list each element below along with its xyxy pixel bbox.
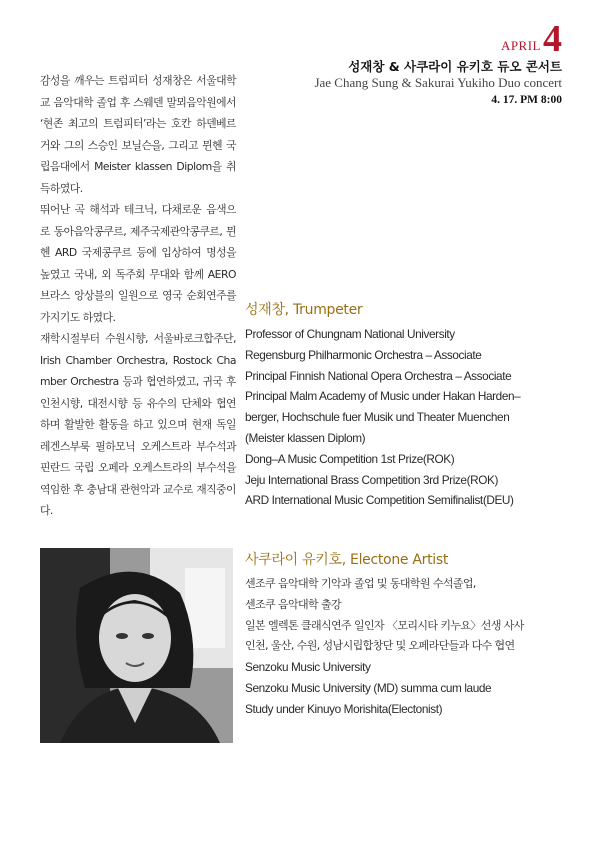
- bio-line: Dong–A Music Competition 1st Prize(ROK): [245, 451, 455, 466]
- bio-line: ARD International Music Competition Semifinalist(DEU): [245, 493, 514, 508]
- bio-line: Jeju International Brass Competition 3rd Prize(ROK): [245, 472, 499, 487]
- artist-portrait-photo: [40, 548, 233, 743]
- bio-line: Study under Kinuyo Morishita(Electonist): [245, 701, 443, 716]
- concert-datetime: 4. 17. PM 8:00: [491, 94, 562, 106]
- bio-line: Professor of Chungnam National University: [245, 327, 455, 341]
- day-number: 4: [543, 18, 562, 60]
- concert-header: [314, 20, 562, 109]
- bio-line: Principal Finnish National Opera Orchestra – Associate: [245, 368, 512, 383]
- date-badge: [314, 20, 562, 58]
- intro-text: [40, 70, 236, 522]
- electone-heading: 사쿠라이 유키호, Electone Artist: [245, 552, 449, 568]
- bio-line: Senzoku Music University (MD) summa cum laude: [245, 680, 492, 695]
- electone-bio-english: [245, 657, 575, 719]
- bio-line: 센조쿠 음악대학 출강: [245, 597, 342, 611]
- bio-line: Regensburg Philharmonic Orchestra – Associate: [245, 347, 482, 362]
- portrait-illustration: [40, 548, 233, 743]
- bio-line: 센조쿠 음악대학 기악과 졸업 및 동대학원 수석졸업,: [245, 577, 476, 590]
- concert-title-english: Jae Chang Sung & Sakurai Yukiho Duo concert: [314, 75, 562, 90]
- trumpeter-heading: 성재창, Trumpeter: [245, 302, 363, 318]
- intro-paragraph: 재학시절부터 수원시향, 서울바로크합주단, Irish Chamber Orchestra, Rostock Chamber Orchestra 등과 협연하였고, 귀국 후 인천시향, 대전시향 등 유수의 단체와 협연하며 활발한 활동을 하고 있으며 현재 독일 레겐스부룩 필하모닉 오케스트라 부수석과 핀란드 국립 오페라 오케스트라의 부수석을 역임한 후 충남대 관현악과 교수로 재직중이다.: [40, 332, 236, 517]
- electone-bio-korean: [245, 574, 575, 657]
- intro-paragraph: 감성을 깨우는 트럼피터 성재창은 서울대학교 음악대학 졸업 후 스웨덴 말뫼음악원에서 ‘현존 최고의 트럼피터’라는 호칸 하덴베르거와 그의 스승인 보닐슨을, 그리고 뮌헨 국립음대에서 Meister klassen Diplom을 취득하였다.: [40, 74, 236, 195]
- bio-line: Principal Malm Academy of Music under Hakan Harden–: [245, 389, 521, 404]
- intro-paragraph: 뛰어난 곡 해석과 테크닉, 다채로운 음색으로 동아음악콩쿠르, 제주국제관악콩쿠르, 뮌헨 ARD 국제콩쿠르 등에 입상하여 명성을 높였고 국내, 외 독주회 무대와 함께 AERO 브라스 앙상블의 일원으로 영국 순회연주를 가지기도 하였다.: [40, 203, 236, 324]
- bio-line: (Meister klassen Diplom): [245, 430, 366, 445]
- bio-line: 인천, 울산, 수원, 성남시립합창단 및 오페라단들과 다수 협연: [245, 639, 515, 653]
- electone-section: [245, 550, 575, 720]
- concert-title-korean: 성재창 & 사쿠라이 유키호 듀오 콘서트: [348, 59, 562, 74]
- bio-line: berger, Hochschule fuer Musik und Theater Muenchen: [245, 410, 510, 425]
- month-label: APRIL: [500, 38, 541, 53]
- trumpeter-section: [245, 300, 575, 511]
- trumpeter-bio: [245, 324, 575, 511]
- bio-line: 일본 엘렉톤 클래식연주 일인자 〈모리시타 키누요〉선생 사사: [245, 618, 524, 632]
- bio-line: Senzoku Music University: [245, 660, 371, 675]
